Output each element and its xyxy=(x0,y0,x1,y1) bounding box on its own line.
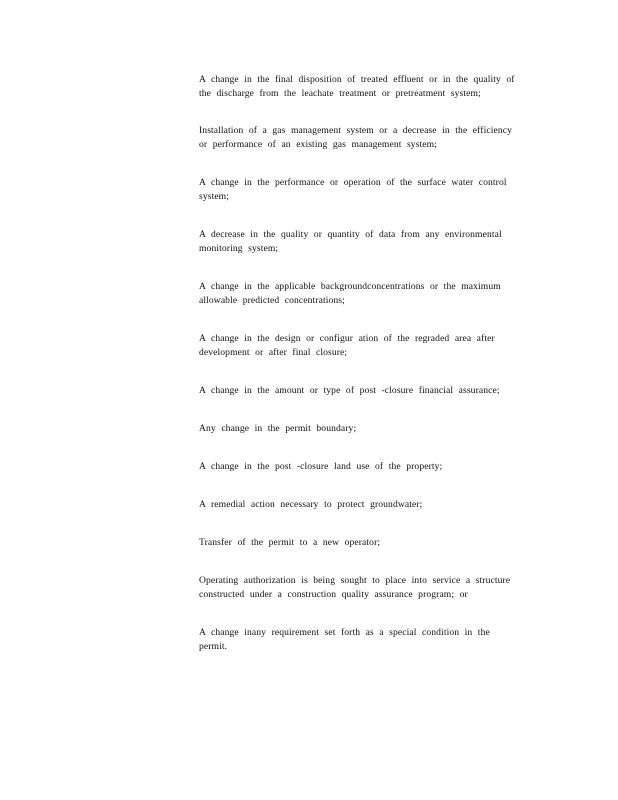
list-item: A change in the performance or operation of the surface water control system; xyxy=(199,177,507,202)
list-item: Operating authorization is being sought to place into service a structure constructed under a construction quality assurance program; or xyxy=(199,575,511,600)
list-item: A remedial action necessary to protect groundwater; xyxy=(199,499,423,510)
list-item: Any change in the permit boundary; xyxy=(199,423,357,434)
list-item: A change in the amount or type of post -closure financial assurance; xyxy=(199,385,500,396)
list-item: A change in the design or configur ation of the regraded area after development or after final closure; xyxy=(199,333,495,358)
list-item: A change in the final disposition of treated effluent or in the quality of the discharge from the leachate treatment or pretreatment system; xyxy=(199,74,515,99)
list-item: A change in the post -closure land use of the property; xyxy=(199,461,443,472)
list-item: A change inany requirement set forth as a special condition in the permit. xyxy=(199,627,490,652)
permit-modification-list xyxy=(199,73,519,678)
list-item: A decrease in the quality or quantity of data from any environmental monitoring system; xyxy=(199,229,502,254)
list-item: Transfer of the permit to a new operator; xyxy=(199,537,381,548)
list-item: Installation of a gas management system or a decrease in the efficiency or performance of an existing gas management system; xyxy=(199,125,512,150)
list-item: A change in the applicable backgroundconcentrations or the maximum allowable predicted concentrations; xyxy=(199,281,501,306)
